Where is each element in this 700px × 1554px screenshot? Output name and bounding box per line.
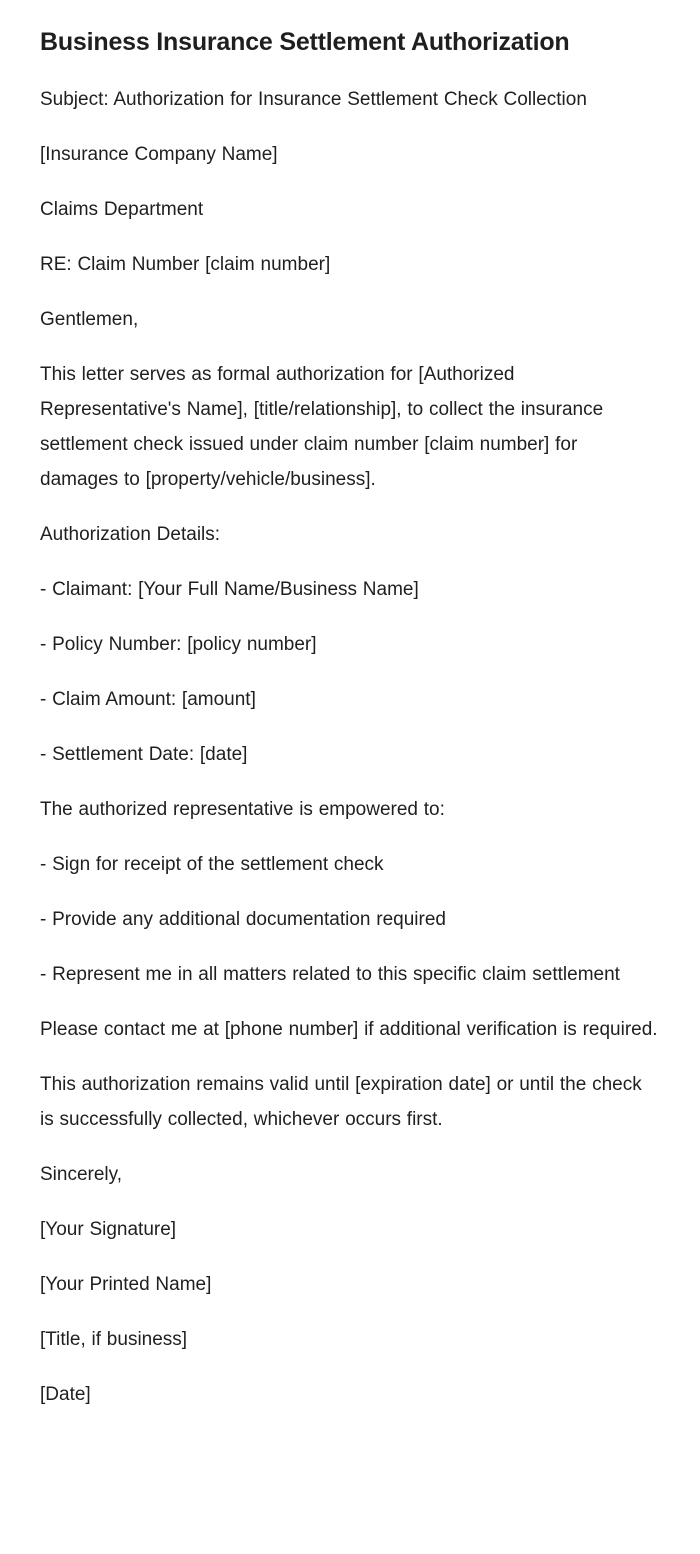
- paragraph-authorization-body: This letter serves as formal authorization for [Authorized Representative's Name], [title/relationship], to collect the insurance settlement check issued under claim number [claim number] for damages to [property/vehicle/business].: [40, 364, 604, 490]
- document-title: Business Insurance Settlement Authorization: [40, 28, 570, 56]
- list-item-represent-me: - Represent me in all matters related to this specific claim settlement: [40, 964, 620, 985]
- paragraph-insurance-company: [Insurance Company Name]: [40, 144, 278, 165]
- list-item-provide-documentation: - Provide any additional documentation required: [40, 909, 446, 930]
- paragraph-closing: Sincerely,: [40, 1164, 123, 1185]
- paragraph-printed-name-placeholder: [Your Printed Name]: [40, 1274, 212, 1295]
- paragraph-subject: Subject: Authorization for Insurance Settlement Check Collection: [40, 89, 587, 110]
- paragraph-date-placeholder: [Date]: [40, 1384, 91, 1405]
- paragraph-contact: Please contact me at [phone number] if additional verification is required.: [40, 1019, 658, 1040]
- paragraph-title-placeholder: [Title, if business]: [40, 1329, 188, 1350]
- paragraph-validity: This authorization remains valid until [expiration date] or until the check is successfully collected, whichever occurs first.: [40, 1074, 642, 1130]
- paragraph-claims-department: Claims Department: [40, 199, 204, 220]
- list-item-claimant: - Claimant: [Your Full Name/Business Name]: [40, 579, 419, 600]
- list-item-claim-amount: - Claim Amount: [amount]: [40, 689, 256, 710]
- paragraph-empowered-heading: The authorized representative is empowered to:: [40, 799, 445, 820]
- list-item-settlement-date: - Settlement Date: [date]: [40, 744, 248, 765]
- list-item-policy-number: - Policy Number: [policy number]: [40, 634, 317, 655]
- paragraph-signature-placeholder: [Your Signature]: [40, 1219, 177, 1240]
- paragraph-details-heading: Authorization Details:: [40, 524, 221, 545]
- paragraph-re-claim-number: RE: Claim Number [claim number]: [40, 254, 331, 275]
- paragraph-salutation: Gentlemen,: [40, 309, 139, 330]
- list-item-sign-receipt: - Sign for receipt of the settlement check: [40, 854, 384, 875]
- letter-document: [40, 26, 660, 1412]
